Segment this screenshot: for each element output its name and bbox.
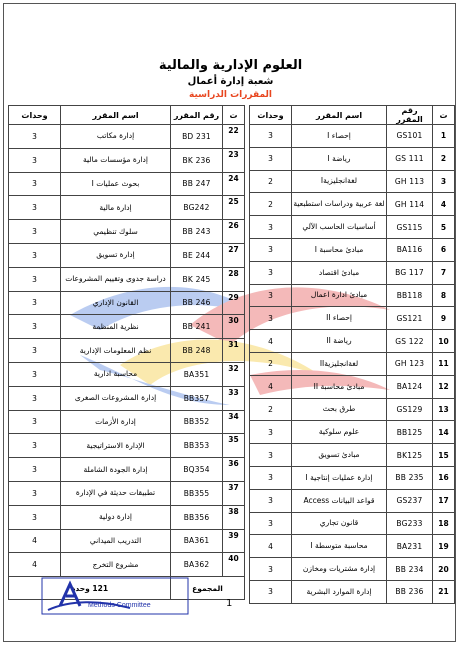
course-units: 3: [9, 148, 61, 172]
course-code: BK 245: [171, 267, 223, 291]
course-number: 37: [223, 481, 245, 505]
course-number: 17: [433, 489, 455, 512]
course-code: BB 235: [387, 466, 433, 489]
table-row: [250, 125, 455, 148]
course-code: BB 241: [171, 315, 223, 339]
table-row: [250, 352, 455, 375]
course-name: مبادئ ادارة اعمال: [292, 284, 387, 307]
course-name: مبادئ محاسبة II: [292, 375, 387, 398]
course-code: BA351: [171, 362, 223, 386]
course-number: 30: [223, 315, 245, 339]
course-units: 3: [9, 291, 61, 315]
course-units: 3: [9, 410, 61, 434]
course-number: 24: [223, 172, 245, 196]
course-number: 5: [433, 216, 455, 239]
table-row: [250, 330, 455, 353]
course-name: إدارة الأزمات: [61, 410, 171, 434]
course-units: 2: [250, 193, 292, 216]
course-number: 27: [223, 243, 245, 267]
course-number: 20: [433, 558, 455, 581]
course-code: BB 248: [171, 339, 223, 363]
course-number: 35: [223, 434, 245, 458]
course-number: 23: [223, 148, 245, 172]
table-row: [250, 261, 455, 284]
department-title: شعبة إدارة أعمال: [187, 76, 274, 87]
course-number: 7: [433, 261, 455, 284]
course-code: BK125: [387, 444, 433, 467]
course-code: GS 111: [387, 147, 433, 170]
course-units: 2: [250, 398, 292, 421]
course-number: 28: [223, 267, 245, 291]
course-code: BB 234: [387, 558, 433, 581]
page-title: العلوم الإدارية والمالية: [158, 58, 303, 73]
course-number: 3: [433, 170, 455, 193]
table-row: [9, 315, 245, 339]
course-units: 4: [250, 330, 292, 353]
course-number: 10: [433, 330, 455, 353]
table-row: [250, 284, 455, 307]
table-row: [250, 535, 455, 558]
course-number: 32: [223, 362, 245, 386]
course-name: محاسبة متوسطة I: [292, 535, 387, 558]
course-code: BB125: [387, 421, 433, 444]
course-units: 3: [9, 315, 61, 339]
course-units: 3: [9, 362, 61, 386]
course-units: 3: [250, 261, 292, 284]
col-header-code: رقم المقرر: [387, 106, 433, 125]
course-name: علوم سلوكية: [292, 421, 387, 444]
course-name: دراسة جدوى وتقييم المشروعات: [61, 267, 171, 291]
course-name: إدارة الموارد البشرية: [292, 580, 387, 603]
course-name: القانون الإداري: [61, 291, 171, 315]
course-units: 4: [9, 553, 61, 577]
course-number: 4: [433, 193, 455, 216]
course-code: GH 113: [387, 170, 433, 193]
committee-logo: [40, 576, 190, 616]
table-row: [250, 238, 455, 261]
course-code: BB 246: [171, 291, 223, 315]
section-subtitle: المقررات الدراسية: [189, 90, 272, 100]
table-row: [9, 220, 245, 244]
course-units: 3: [9, 220, 61, 244]
course-units: 3: [9, 458, 61, 482]
course-number: 21: [433, 580, 455, 603]
course-number: 36: [223, 458, 245, 482]
table-row: [9, 196, 245, 220]
course-number: 34: [223, 410, 245, 434]
course-units: 3: [9, 339, 61, 363]
course-units: 3: [9, 505, 61, 529]
course-number: 14: [433, 421, 455, 444]
course-code: GS237: [387, 489, 433, 512]
table-row: [250, 147, 455, 170]
course-name: إدارة عمليات إنتاجية I: [292, 466, 387, 489]
course-code: BK 236: [171, 148, 223, 172]
table-row: [250, 375, 455, 398]
course-code: BQ354: [171, 458, 223, 482]
course-units: 4: [250, 535, 292, 558]
course-number: 38: [223, 505, 245, 529]
course-name: إدارة الجودة الشاملة: [61, 458, 171, 482]
course-units: 3: [250, 489, 292, 512]
table-row: [9, 243, 245, 267]
course-units: 3: [9, 196, 61, 220]
course-units: 3: [9, 481, 61, 505]
course-name: إدارة تسويق: [61, 243, 171, 267]
course-name: التدريب الميداني: [61, 529, 171, 553]
course-name: الإدارة الاستراتيجية: [61, 434, 171, 458]
course-name: تطبيقات حديثة في الإدارة: [61, 481, 171, 505]
course-name: مبادئ تسويق: [292, 444, 387, 467]
course-name: قواعد البيانات Access: [292, 489, 387, 512]
logo-caption: Methods Committee: [88, 602, 151, 609]
course-number: 29: [223, 291, 245, 315]
course-code: BB357: [171, 386, 223, 410]
course-code: BB118: [387, 284, 433, 307]
course-name: بحوث عمليات I: [61, 172, 171, 196]
table-row: [9, 505, 245, 529]
page-number: 1: [226, 598, 233, 609]
course-number: 25: [223, 196, 245, 220]
course-number: 19: [433, 535, 455, 558]
course-number: 16: [433, 466, 455, 489]
course-name: مبادئ محاسبة I: [292, 238, 387, 261]
course-units: 3: [250, 147, 292, 170]
table-row: [9, 434, 245, 458]
course-number: 22: [223, 125, 245, 149]
course-name: نظرية المنظمة: [61, 315, 171, 339]
course-name: لغةانجليزيةII: [292, 352, 387, 375]
table-row: [9, 553, 245, 577]
course-name: محاسبة ادارية: [61, 362, 171, 386]
course-name: سلوك تنظيمي: [61, 220, 171, 244]
course-units: 3: [250, 125, 292, 148]
table-row: [9, 410, 245, 434]
course-code: BB352: [171, 410, 223, 434]
course-code: BG242: [171, 196, 223, 220]
course-name: أساسيات الحاسب الآلي: [292, 216, 387, 239]
course-number: 15: [433, 444, 455, 467]
course-code: BD 231: [171, 125, 223, 149]
course-units: 3: [250, 444, 292, 467]
col-header-number: ت: [223, 106, 245, 125]
table-row: [250, 193, 455, 216]
course-number: 9: [433, 307, 455, 330]
course-code: BA361: [171, 529, 223, 553]
table-row: [9, 148, 245, 172]
course-units: 3: [250, 307, 292, 330]
table-row: [9, 529, 245, 553]
course-number: 31: [223, 339, 245, 363]
course-number: 33: [223, 386, 245, 410]
course-name: إدارة دولية: [61, 505, 171, 529]
course-units: 3: [250, 421, 292, 444]
course-number: 13: [433, 398, 455, 421]
course-name: لغةانجليزيةI: [292, 170, 387, 193]
col-header-units: وحدات: [9, 106, 61, 125]
col-header-name: اسم المقرر: [61, 106, 171, 125]
course-code: BB 247: [171, 172, 223, 196]
table-row: [250, 489, 455, 512]
course-number: 40: [223, 553, 245, 577]
course-units: 3: [250, 558, 292, 581]
course-number: 1: [433, 125, 455, 148]
table-row: [9, 267, 245, 291]
table-header-row: [9, 106, 245, 125]
course-units: 3: [9, 386, 61, 410]
table-row: [9, 125, 245, 149]
course-units: 2: [250, 352, 292, 375]
course-code: BB353: [171, 434, 223, 458]
course-name: إدارة المشروعات الصغرى: [61, 386, 171, 410]
course-units: 3: [9, 172, 61, 196]
table-row: [9, 458, 245, 482]
course-units: 3: [9, 434, 61, 458]
course-name: إدارة مكاتب: [61, 125, 171, 149]
course-code: BB356: [171, 505, 223, 529]
course-number: 11: [433, 352, 455, 375]
course-code: GS129: [387, 398, 433, 421]
course-name: نظم المعلومات الإدارية: [61, 339, 171, 363]
course-units: 2: [250, 170, 292, 193]
table-row: [250, 307, 455, 330]
table-row: [250, 558, 455, 581]
course-number: 8: [433, 284, 455, 307]
course-units: 3: [250, 238, 292, 261]
course-units: 3: [250, 580, 292, 603]
course-units: 4: [9, 529, 61, 553]
course-name: إحصاء I: [292, 125, 387, 148]
courses-table-left: [8, 105, 245, 600]
course-code: GS115: [387, 216, 433, 239]
course-name: إدارة مالية: [61, 196, 171, 220]
course-name: إحصاء II: [292, 307, 387, 330]
table-row: [9, 172, 245, 196]
course-number: 12: [433, 375, 455, 398]
course-name: إدارة مؤسسات مالية: [61, 148, 171, 172]
course-units: 3: [9, 243, 61, 267]
course-code: GS121: [387, 307, 433, 330]
course-code: GS101: [387, 125, 433, 148]
table-row: [9, 481, 245, 505]
col-header-units: وحدات: [250, 106, 292, 125]
course-name: مبادئ اقتصاد: [292, 261, 387, 284]
course-code: BA231: [387, 535, 433, 558]
course-units: 3: [250, 216, 292, 239]
course-code: GH 123: [387, 352, 433, 375]
course-code: BG233: [387, 512, 433, 535]
table-row: [250, 421, 455, 444]
course-code: BA124: [387, 375, 433, 398]
table-row: [250, 216, 455, 239]
table-row: [250, 398, 455, 421]
course-name: طرق بحث: [292, 398, 387, 421]
course-units: 3: [250, 512, 292, 535]
course-number: 39: [223, 529, 245, 553]
table-row: [250, 580, 455, 603]
course-units: 3: [9, 267, 61, 291]
course-number: 6: [433, 238, 455, 261]
col-header-name: اسم المقرر: [292, 106, 387, 125]
course-code: BG 117: [387, 261, 433, 284]
course-name: لغة عربية ودراسات استطبعية: [292, 193, 387, 216]
course-number: 2: [433, 147, 455, 170]
course-number: 26: [223, 220, 245, 244]
table-row: [9, 339, 245, 363]
course-code: BB 243: [171, 220, 223, 244]
course-units: 3: [250, 466, 292, 489]
course-units: 3: [250, 284, 292, 307]
col-header-code: رقم المقرر: [171, 106, 223, 125]
col-header-number: ت: [433, 106, 455, 125]
course-name: مشروع التخرج: [61, 553, 171, 577]
course-code: BA362: [171, 553, 223, 577]
course-code: BE 244: [171, 243, 223, 267]
table-row: [9, 291, 245, 315]
courses-table-right: [249, 105, 455, 604]
course-code: BB 236: [387, 580, 433, 603]
course-name: رياضة II: [292, 330, 387, 353]
total-value: 121 وحدة: [9, 577, 171, 600]
table-header-row: [250, 106, 455, 125]
course-name: رياضة I: [292, 147, 387, 170]
table-row: [250, 444, 455, 467]
table-row: [9, 362, 245, 386]
course-number: 18: [433, 512, 455, 535]
course-code: BA116: [387, 238, 433, 261]
course-units: 4: [250, 375, 292, 398]
course-name: قانون تجاري: [292, 512, 387, 535]
table-row: [9, 386, 245, 410]
course-code: BB355: [171, 481, 223, 505]
course-units: 3: [9, 125, 61, 149]
course-code: GS 122: [387, 330, 433, 353]
table-row: [250, 512, 455, 535]
total-label: المجموع: [171, 577, 245, 600]
table-row: [250, 466, 455, 489]
course-code: GH 114: [387, 193, 433, 216]
table-row: [250, 170, 455, 193]
course-name: إدارة مشتريات ومخازن: [292, 558, 387, 581]
